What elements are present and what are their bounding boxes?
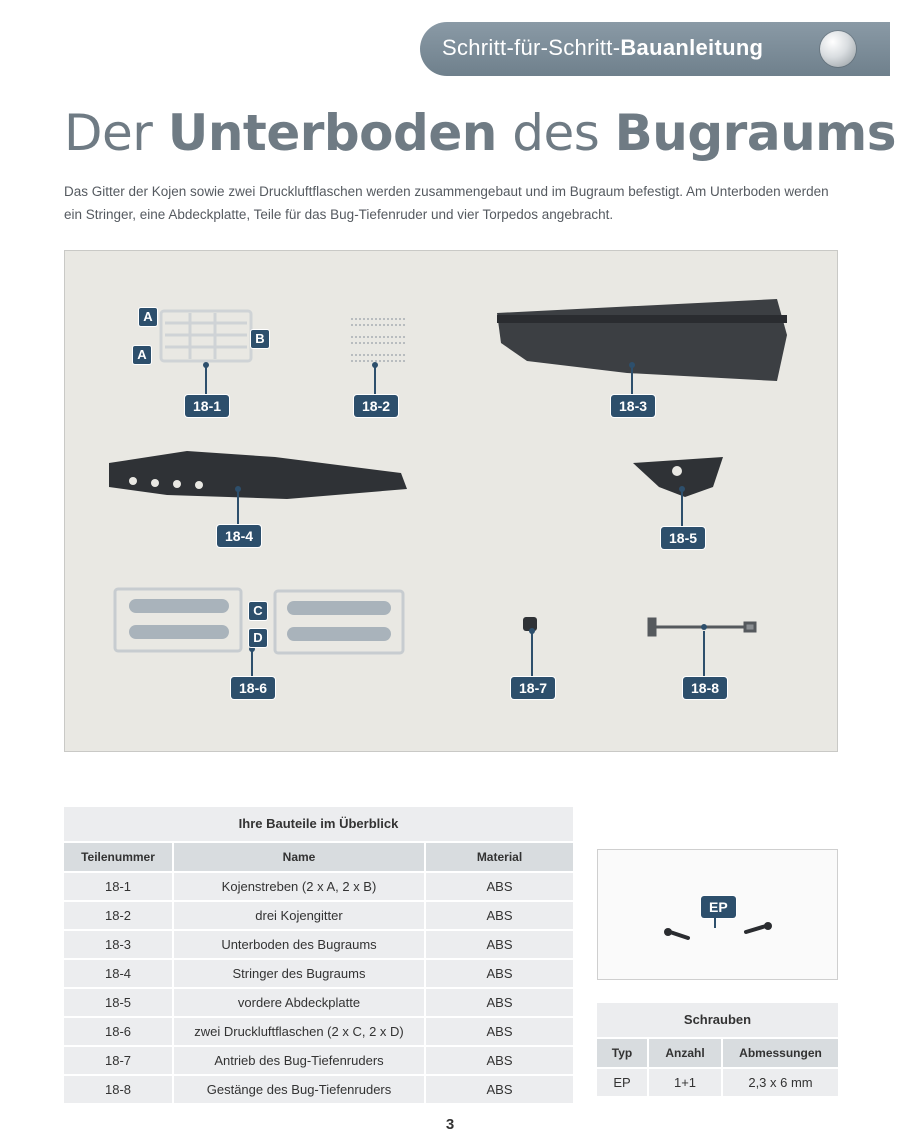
part-18-3 xyxy=(497,299,787,381)
screw-icon xyxy=(598,850,839,981)
table-row xyxy=(64,1076,573,1103)
part-18-4 xyxy=(109,451,407,499)
table-row xyxy=(64,989,573,1016)
cell: EP xyxy=(597,1069,649,1096)
page-title: Der Unterboden des Bugraums xyxy=(64,104,897,162)
column-header: Teilenummer xyxy=(64,843,174,871)
letter-label: A xyxy=(133,346,151,364)
cell: 18-8 xyxy=(64,1076,174,1103)
cell: ABS xyxy=(426,1018,573,1045)
screw-tag: EP xyxy=(701,896,736,918)
column-header: Abmessungen xyxy=(723,1039,838,1067)
cell: vordere Abdeckplatte xyxy=(174,989,426,1016)
cell: ABS xyxy=(426,1076,573,1103)
part-tag: 18-2 xyxy=(354,395,398,417)
cell: zwei Druckluftflaschen (2 x C, 2 x D) xyxy=(174,1018,426,1045)
column-header: Material xyxy=(426,843,573,871)
part-18-5 xyxy=(633,457,723,497)
cell: ABS xyxy=(426,989,573,1016)
intro-text: Das Gitter der Kojen sowie zwei Druckluftflaschen werden zusammengebaut und im Bugraum befestigt. Am Unterboden werden ein Stringer, eine Abdeckplatte, Teile für das Bug-Tiefenruder und vier Torpedos angebracht. xyxy=(64,184,829,222)
table-caption: Ihre Bauteile im Überblick xyxy=(64,807,573,841)
cell: 18-3 xyxy=(64,931,174,958)
section-banner xyxy=(420,22,890,76)
cell: 18-2 xyxy=(64,902,174,929)
letter-label: D xyxy=(249,629,267,647)
part-18-1 xyxy=(161,311,251,361)
part-tag: 18-8 xyxy=(683,677,727,699)
cell: Gestänge des Bug-Tiefenruders xyxy=(174,1076,426,1103)
cell: 2,3 x 6 mm xyxy=(723,1069,838,1096)
screws-table xyxy=(597,1001,838,1098)
parts-photo xyxy=(64,250,838,752)
cell: Antrieb des Bug-Tiefenruders xyxy=(174,1047,426,1074)
cell: ABS xyxy=(426,960,573,987)
cell: ABS xyxy=(426,1047,573,1074)
cell: 18-5 xyxy=(64,989,174,1016)
column-header: Typ xyxy=(597,1039,649,1067)
part-18-2 xyxy=(351,319,405,361)
table-row xyxy=(64,1018,573,1045)
cell: Unterboden des Bugraums xyxy=(174,931,426,958)
cell: 18-4 xyxy=(64,960,174,987)
parts-table xyxy=(64,805,573,1105)
letter-label: C xyxy=(249,602,267,620)
cell: drei Kojengitter xyxy=(174,902,426,929)
banner-text: Schritt-für-Schritt-Bauanleitung xyxy=(442,35,764,60)
column-header: Anzahl xyxy=(649,1039,723,1067)
table-row xyxy=(64,873,573,900)
cell: 1+1 xyxy=(649,1069,723,1096)
part-tag: 18-6 xyxy=(231,677,275,699)
screw-photo xyxy=(597,849,838,980)
page-number: 3 xyxy=(445,1116,455,1133)
cell: ABS xyxy=(426,873,573,900)
table-caption: Schrauben xyxy=(597,1003,838,1037)
cell: 18-1 xyxy=(64,873,174,900)
table-row xyxy=(64,931,573,958)
part-tag: 18-4 xyxy=(217,525,261,547)
cell: Stringer des Bugraums xyxy=(174,960,426,987)
cell: 18-6 xyxy=(64,1018,174,1045)
cell: ABS xyxy=(426,931,573,958)
table-row xyxy=(64,960,573,987)
cell: ABS xyxy=(426,902,573,929)
cell: Kojenstreben (2 x A, 2 x B) xyxy=(174,873,426,900)
sphere-icon xyxy=(820,31,856,67)
part-tag: 18-7 xyxy=(511,677,555,699)
table-row xyxy=(64,902,573,929)
part-tag: 18-3 xyxy=(611,395,655,417)
part-tag: 18-5 xyxy=(661,527,705,549)
letter-label: B xyxy=(251,330,269,348)
table-row xyxy=(597,1069,838,1096)
cell: 18-7 xyxy=(64,1047,174,1074)
part-tag: 18-1 xyxy=(185,395,229,417)
letter-label: A xyxy=(139,308,157,326)
table-row xyxy=(64,1047,573,1074)
column-header: Name xyxy=(174,843,426,871)
